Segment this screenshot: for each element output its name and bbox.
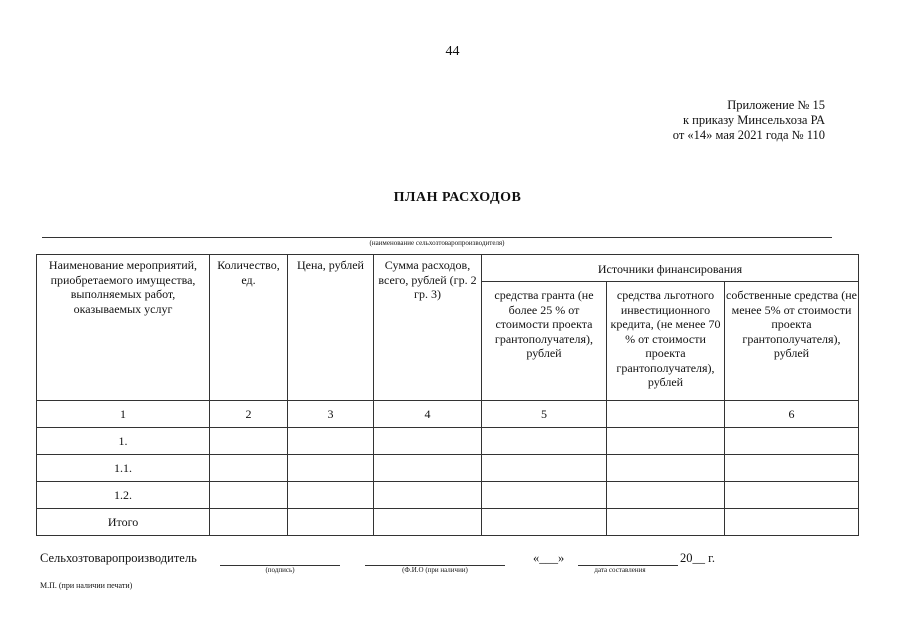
table-cell — [210, 428, 288, 455]
table-cell — [374, 428, 482, 455]
table-cell — [210, 482, 288, 509]
column-number-row — [37, 401, 859, 428]
table-cell — [482, 455, 607, 482]
header-item-name: Наименование мероприятий, приобретаемого имущества, выполняемых работ, оказываемых услуг — [37, 255, 210, 401]
table-cell — [607, 482, 725, 509]
table-cell — [725, 428, 859, 455]
header-price: Цена, рублей — [288, 255, 374, 401]
date-day-field: «___» — [533, 551, 565, 565]
header-total-sum: Сумма расходов, всего, рублей (гр. 2 гр. 3) — [374, 255, 482, 401]
table-cell — [482, 428, 607, 455]
row-label: 1.2. — [37, 482, 210, 509]
expense-plan-table — [36, 254, 859, 536]
header-grant-funds: средства гранта (не более 25 % от стоимости проекта грантополучателя), рублей — [482, 282, 607, 401]
organization-name-line — [42, 237, 832, 238]
table-cell — [374, 455, 482, 482]
row-label-total: Итого — [37, 509, 210, 536]
table-cell — [288, 455, 374, 482]
header-own-funds: собственные средства (не менее 5% от стоимости проекта грантополучателя), рублей — [725, 282, 859, 401]
appendix-line-2: к приказу Минсельхоза РА — [682, 113, 825, 127]
column-number: 6 — [725, 401, 859, 428]
table-cell — [725, 455, 859, 482]
column-number — [607, 401, 725, 428]
table-cell — [607, 428, 725, 455]
table-cell — [374, 509, 482, 536]
appendix-reference — [600, 98, 825, 143]
table-cell — [482, 482, 607, 509]
signature-caption: (подпись) — [265, 566, 295, 574]
table-cell — [725, 482, 859, 509]
table-cell — [725, 509, 859, 536]
total-row — [37, 509, 859, 536]
header-credit-funds: средства льготного инвестиционного кредита, (не менее 70 % от стоимости проекта грантополучателя), рублей — [607, 282, 725, 401]
header-funding-sources: Источники финансирования — [482, 255, 859, 282]
column-number: 3 — [288, 401, 374, 428]
column-number: 5 — [482, 401, 607, 428]
table-cell — [210, 455, 288, 482]
table-row — [37, 455, 859, 482]
header-quantity: Количество, ед. — [210, 255, 288, 401]
stamp-place-label: М.П. (при наличии печати) — [40, 581, 133, 590]
table-cell — [374, 482, 482, 509]
column-number: 2 — [210, 401, 288, 428]
page-number: 44 — [445, 44, 460, 59]
column-number: 4 — [374, 401, 482, 428]
table-cell — [607, 455, 725, 482]
table-row — [37, 428, 859, 455]
column-number: 1 — [37, 401, 210, 428]
table-cell — [210, 509, 288, 536]
table-cell — [288, 509, 374, 536]
table-cell — [607, 509, 725, 536]
producer-label: Сельхозтоваропроизводитель — [40, 551, 197, 565]
date-caption: дата составления — [594, 566, 646, 574]
document-title: ПЛАН РАСХОДОВ — [393, 190, 522, 205]
organization-name-caption: (наименование сельхозтоваропроизводителя) — [369, 239, 505, 247]
row-label: 1.1. — [37, 455, 210, 482]
appendix-line-3: от «14» мая 2021 года № 110 — [672, 128, 825, 142]
table-cell — [288, 482, 374, 509]
table-cell — [288, 428, 374, 455]
table-cell — [482, 509, 607, 536]
row-label: 1. — [37, 428, 210, 455]
appendix-line-1: Приложение № 15 — [727, 98, 825, 112]
table-row — [37, 482, 859, 509]
header-row-1 — [37, 255, 859, 282]
full-name-caption: (Ф.И.О (при наличии) — [402, 566, 468, 574]
date-year-field: 20__ г. — [680, 551, 715, 565]
